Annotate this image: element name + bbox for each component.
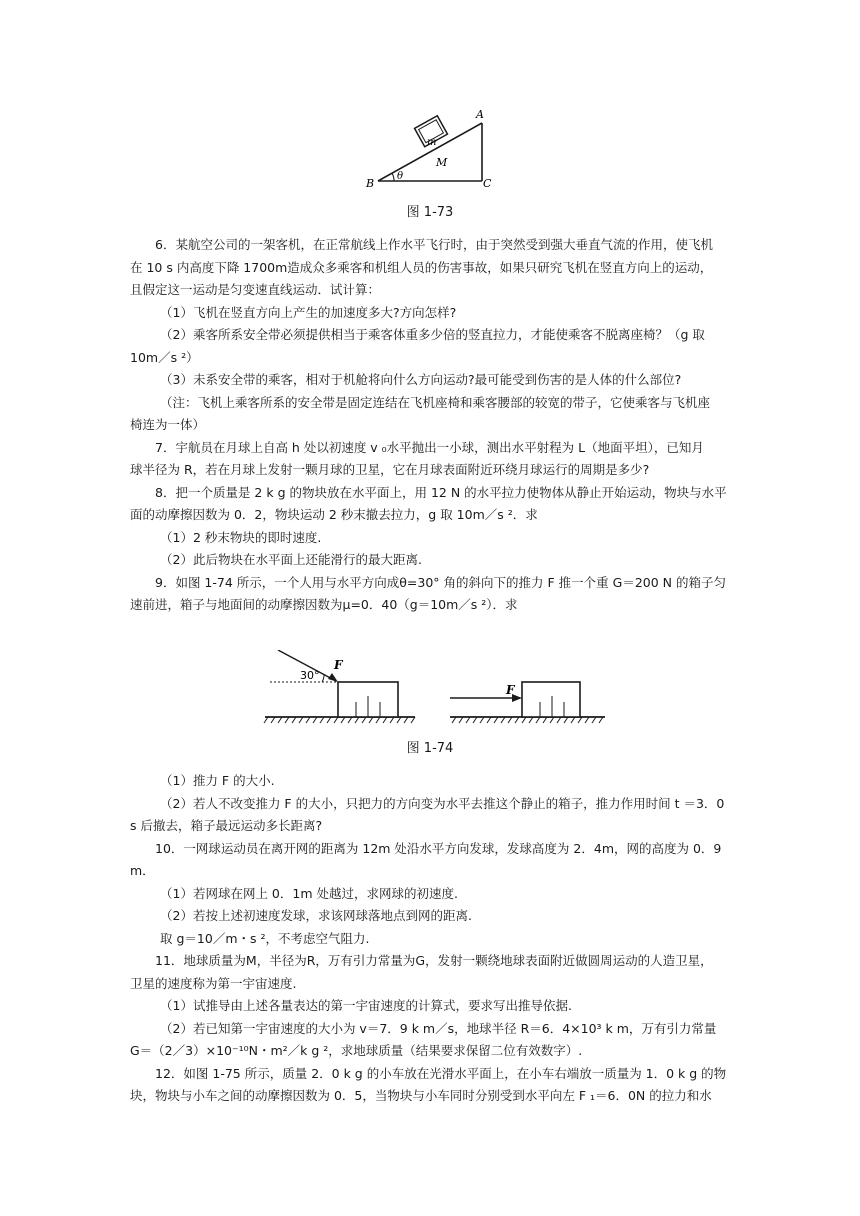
q11-sub-2a: （2）若已知第一宇宙速度的大小为 v＝7．9 k m／s，地球半径 R＝6．4×10³ k m，万有引力常量: [160, 1020, 717, 1036]
q6-note-2: 椅连为一体）: [130, 417, 206, 432]
figure-1-73: [360, 105, 510, 190]
q6-sub-1: （1）飞机在竖直方向上产生的加速度多大?方向怎样?: [160, 304, 457, 320]
q7-line-1: 7．宇航员在月球上自高 h 处以初速度 v ₀水平抛出一小球，测出水平射程为 L（地面平坦），已知月: [155, 439, 704, 455]
q6-note-1: （注：飞机上乘客所系的安全带是固定连结在飞机座椅和乘客腰部的较宽的带子，它使乘客与飞机座: [160, 394, 711, 410]
label-m: m: [427, 137, 437, 148]
q6-sub-2a: （2）乘客所系安全带必须提供相当于乘客体重多少倍的竖直拉力，才能使乘客不脱离座椅？（g 取: [160, 327, 705, 342]
q10-sub-3: 取 g＝10／m・s ²，不考虑空气阻力.: [160, 930, 370, 946]
q6-line-1: 6．某航空公司的一架客机，在正常航线上作水平飞行时，由于突然受到强大垂直气流的作用，使飞机: [155, 237, 713, 252]
box-right: [522, 682, 580, 717]
figure-1-74: [260, 650, 610, 730]
text-block-upper: [130, 234, 730, 617]
q9-sub-2a: （2）若人不改变推力 F 的大小，只把力的方向变为水平去推这个静止的箱子，推力作用时间 t ＝3．0: [160, 795, 725, 811]
label-F-left: F: [334, 658, 343, 672]
q6-line-3: 且假定这一运动是匀变速直线运动．试计算：: [130, 282, 381, 297]
q8-line-1: 8．把一个质量是 2 k g 的物块放在水平面上，用 12 N 的水平拉力使物体从静止开始运动，物块与水平: [155, 484, 727, 500]
q9-line-1: 9．如图 1-74 所示，一个人用与水平方向成θ=30° 角的斜向下的推力 F 推一个重 G＝200 N 的箱子匀: [155, 574, 726, 590]
q11-sub-2b: G＝（2／3）×10⁻¹⁰N・m²／k g ²，求地球质量（结果要求保留二位有效数字）.: [130, 1043, 583, 1058]
caption-fig-1-73: 图 1-73: [406, 205, 454, 220]
q10-line-2: m．: [130, 863, 155, 878]
q11-line-1: 11．地球质量为M，半径为R，万有引力常量为G，发射一颗绕地球表面附近做圆周运动的人造卫星，: [155, 953, 713, 968]
label-theta: θ: [397, 171, 404, 182]
q9-line-2: 速前进，箱子与地面间的动摩擦因数为μ=0．40（g＝10m／s ²）．求: [130, 597, 518, 612]
caption-fig-1-74: 图 1-74: [406, 741, 454, 756]
label-B: B: [366, 177, 375, 190]
label-A: A: [476, 108, 484, 121]
q6-sub-3: （3）未系安全带的乘客，相对于机舱将向什么方向运动?最可能受到伤害的是人体的什么部位?: [160, 372, 682, 387]
q10-sub-2: （2）若按上述初速度发球，求该网球落地点到网的距离.: [160, 908, 472, 923]
q10-line-1: 10．一网球运动员在离开网的距离为 12m 处沿水平方向发球，发球高度为 2．4m，网的高度为 0．9: [155, 840, 722, 856]
q9-sub-1: （1）推力 F 的大小.: [160, 773, 275, 788]
label-F-right: F: [506, 683, 515, 697]
label-30deg: 30°: [300, 669, 320, 682]
q6-sub-2b: 10m／s ²）: [130, 349, 199, 365]
q8-line-2: 面的动摩擦因数为 0．2，物块运动 2 秒末撤去拉力，g 取 10m／s ²．求: [130, 507, 538, 522]
q8-sub-2: （2）此后物块在水平面上还能滑行的最大距离.: [160, 552, 422, 567]
q12-line-1: 12．如图 1-75 所示，质量 2．0 k g 的小车放在光滑水平面上，在小车右端放一质量为 1．0 k g 的物: [155, 1065, 727, 1081]
label-C: C: [483, 177, 492, 190]
text-block-lower: [130, 770, 730, 1108]
q11-line-2: 卫星的速度称为第一宇宙速度.: [130, 975, 297, 991]
q7-line-2: 球半径为 R，若在月球上发射一颗月球的卫星，它在月球表面附近环绕月球运行的周期是多少?: [130, 462, 650, 477]
q10-sub-1: （1）若网球在网上 0．1m 处越过，求网球的初速度.: [160, 885, 458, 901]
right-scene: [450, 682, 605, 723]
q11-sub-1: （1）试推导由上述各量表达的第一宇宙速度的计算式，要求写出推导依据.: [160, 998, 572, 1013]
label-M: M: [436, 156, 448, 169]
q6-line-2: 在 10 s 内高度下降 1700m造成众多乘客和机组人员的伤害事故，如果只研究飞机在竖直方向上的运动，: [130, 259, 713, 275]
q12-line-2: 块，物块与小车之间的动摩擦因数为 0．5，当物块与小车同时分别受到水平向左 F ₁＝6．0N 的拉力和水: [130, 1088, 712, 1103]
q8-sub-1: （1）2 秒末物块的即时速度.: [160, 529, 322, 545]
q9-sub-2b: s 后撤去，箱子最远运动多长距离?: [130, 818, 323, 833]
